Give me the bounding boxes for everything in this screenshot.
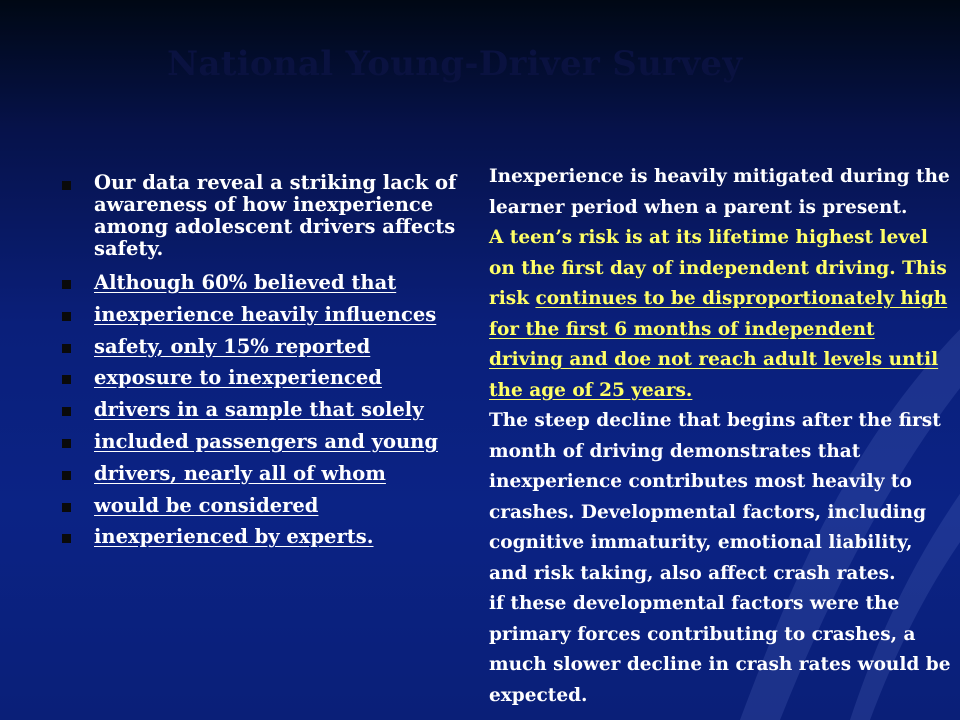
square-bullet-icon xyxy=(62,439,71,448)
paragraph-learner-period: Inexperience is heavily mitigated during the learner period when a parent is present. xyxy=(489,166,950,218)
square-bullet-icon xyxy=(62,407,71,416)
list-item xyxy=(60,367,460,389)
lead-text: Our data reveal a striking lack of awareness of how inexperience among adolescent drivers affects safety xyxy=(94,171,457,260)
list-item xyxy=(60,431,460,453)
square-bullet-icon xyxy=(62,471,71,480)
square-bullet-icon xyxy=(62,503,71,512)
teen-risk-underlined-text: continues to be disproportionately high for the first 6 months of independent driving and doe not reach adult levels until the age of 25 years. xyxy=(489,288,948,401)
square-bullet-icon xyxy=(62,312,71,321)
list-item-text: Although 60% believed that xyxy=(94,271,397,294)
list-item-text: safety, only 15% reported xyxy=(94,334,371,358)
list-item xyxy=(60,399,460,421)
list-item-text: drivers, nearly all of whom xyxy=(94,461,386,485)
list-item-text: drivers in a sample that solely xyxy=(94,398,424,422)
teen-risk-text: A teen’s risk is at its lifetime highest level on the first day of independent driving. This risk xyxy=(489,227,947,309)
lead-bullet xyxy=(60,172,460,260)
square-bullet-icon xyxy=(62,344,71,353)
list-item-text: inexperience heavily influences xyxy=(94,302,437,326)
right-text-block xyxy=(489,162,951,711)
list-item-text: would be considered xyxy=(94,493,319,517)
left-bullet-list xyxy=(60,172,460,558)
list-item-text: included passengers and young xyxy=(94,429,438,453)
paragraph-teen-risk xyxy=(489,223,951,406)
list-item xyxy=(60,526,460,548)
square-bullet-icon xyxy=(62,534,71,543)
paragraph-developmental-factors: if these developmental factors were the primary forces contributing to crashes, a much slower decline in crash rates would be expected. xyxy=(489,593,951,706)
list-item xyxy=(60,495,460,517)
list-item-text: inexperienced by experts. xyxy=(94,525,374,549)
list-item-text: exposure to inexperienced xyxy=(94,366,382,390)
list-item xyxy=(60,336,460,358)
square-bullet-icon xyxy=(62,280,71,289)
square-bullet-icon xyxy=(62,375,71,384)
lead-period: . xyxy=(156,237,164,260)
list-item xyxy=(60,272,460,294)
list-item xyxy=(60,463,460,485)
paragraph-steep-decline: The steep decline that begins after the first month of driving demonstrates that inexperience contributes most heavily to crashes. Developmental factors, including cognitive immaturity, emotional liability, and risk taking, also affect crash rates. xyxy=(489,410,941,584)
page-title: National Young-Driver Survey xyxy=(167,44,743,84)
square-bullet-icon xyxy=(62,181,71,190)
list-item xyxy=(60,304,460,326)
